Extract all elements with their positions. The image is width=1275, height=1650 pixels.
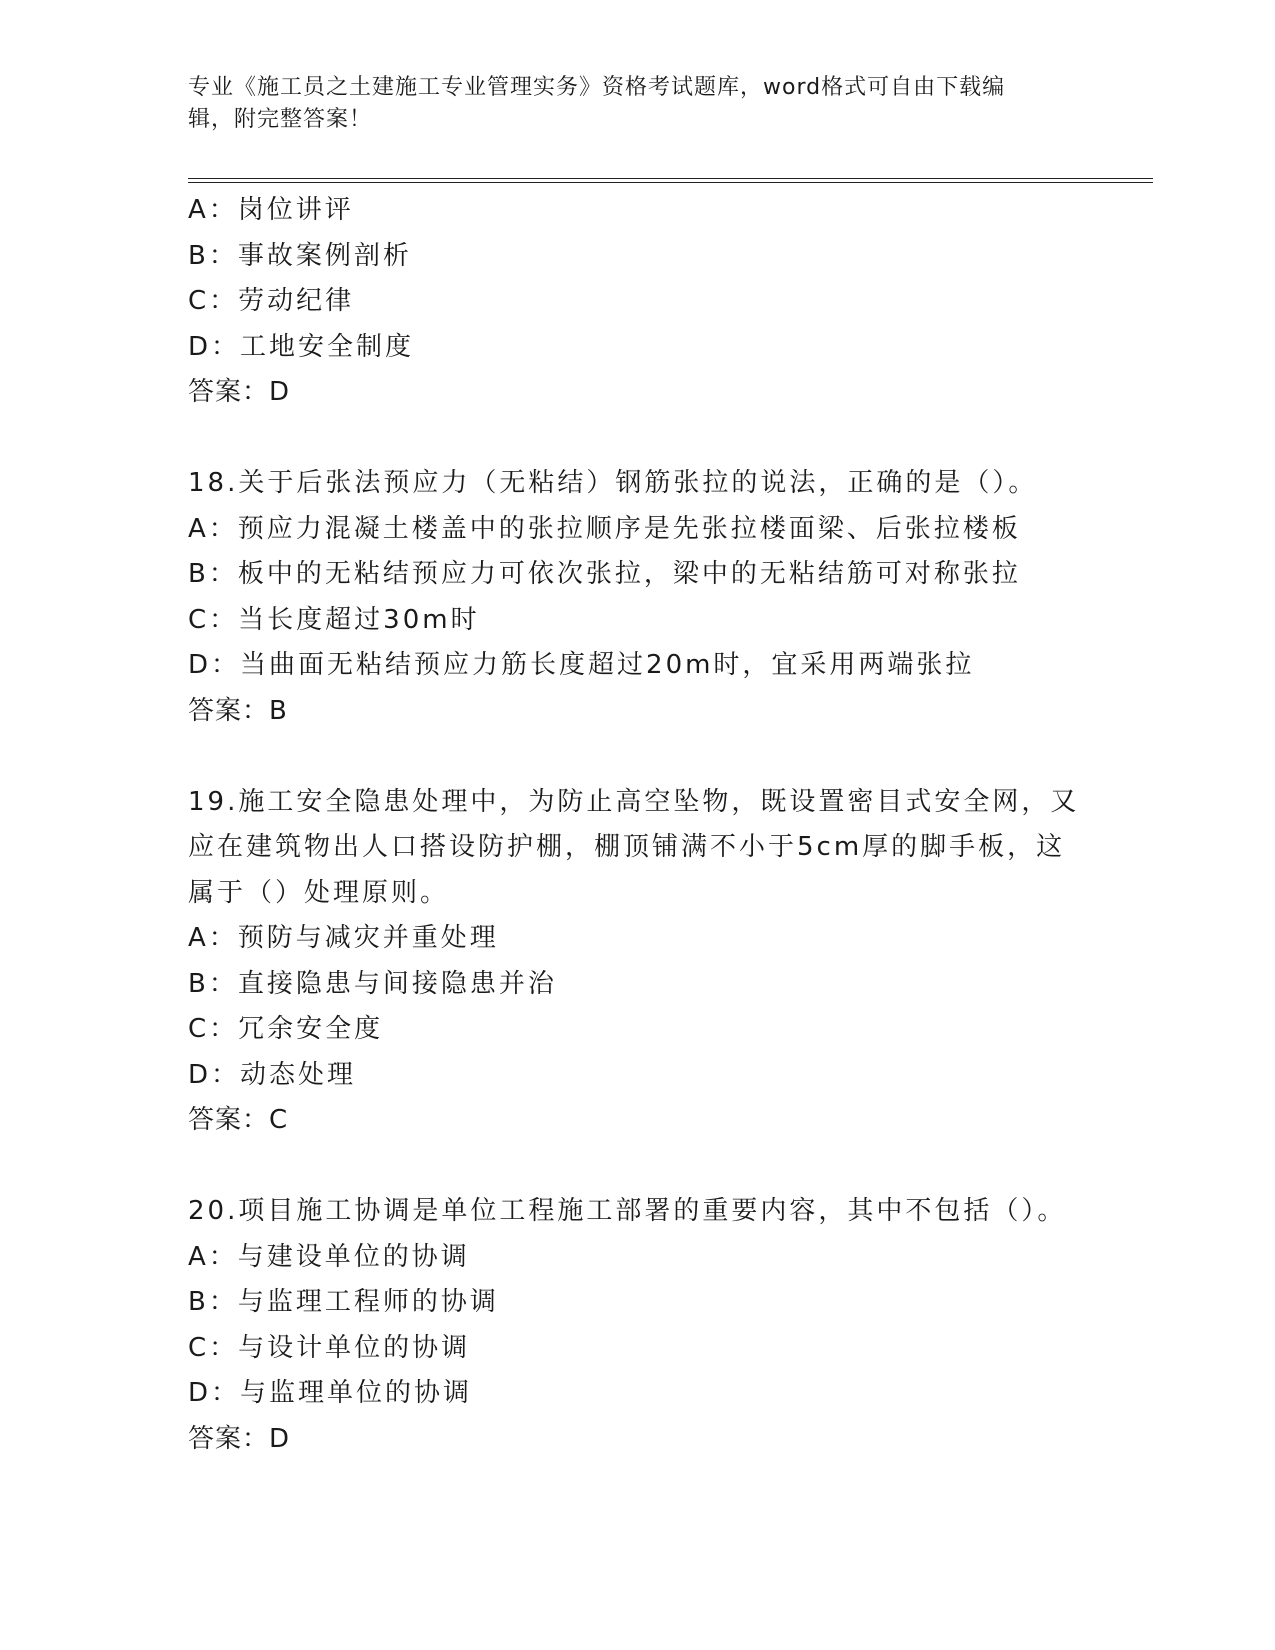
option-d: D：当曲面无粘结预应力筋长度超过20m时，宜采用两端张拉	[188, 650, 975, 680]
question-stem: 18.关于后张法预应力（无粘结）钢筋张拉的说法，正确的是（）。	[188, 468, 1038, 498]
answer: 答案：C	[188, 1105, 289, 1135]
header-line-1: 专业《施工员之土建施工专业管理实务》资格考试题库，word格式可自由下载编	[188, 75, 1006, 100]
question-list	[188, 188, 1088, 1462]
option-c: C：与设计单位的协调	[188, 1332, 471, 1363]
question-19	[188, 780, 1088, 1144]
question-18	[188, 461, 1088, 734]
option-c: C：当长度超过30m时	[188, 604, 480, 635]
answer: 答案：D	[188, 377, 291, 407]
spacer	[188, 734, 1088, 780]
question-stem-line-3: 属于（）处理原则。	[188, 877, 450, 908]
option-b: B：事故案例剖析	[188, 240, 412, 271]
option-d: D：动态处理	[188, 1059, 357, 1090]
question-17	[188, 188, 1088, 416]
option-d: D：工地安全制度	[188, 331, 415, 362]
question-20	[188, 1189, 1088, 1462]
option-a: A：与建设单位的协调	[188, 1241, 470, 1272]
question-stem-line-2: 应在建筑物出人口搭设防护棚，棚顶铺满不小于5cm厚的脚手板，这	[188, 832, 1066, 862]
header-divider-bottom	[188, 182, 1153, 183]
header-divider-top	[188, 178, 1153, 179]
spacer	[188, 1144, 1088, 1190]
option-d: D：与监理单位的协调	[188, 1378, 473, 1408]
option-b: B：与监理工程师的协调	[188, 1287, 499, 1317]
answer: 答案：B	[188, 695, 288, 726]
option-a: A：预应力混凝土楼盖中的张拉顺序是先张拉楼面梁、后张拉楼板	[188, 513, 1021, 544]
header-line-2: 辑，附完整答案！	[188, 107, 373, 132]
option-a: A：岗位讲评	[188, 195, 354, 225]
spacer	[188, 416, 1088, 462]
option-b: B：直接隐患与间接隐患并治	[188, 968, 557, 999]
document-header	[188, 72, 1068, 136]
question-stem-line-1: 19.施工安全隐患处理中，为防止高空坠物，既设置密目式安全网，又	[188, 786, 1080, 817]
question-stem: 20.项目施工协调是单位工程施工部署的重要内容，其中不包括（）。	[188, 1196, 1067, 1226]
option-a: A：预防与减灾并重处理	[188, 923, 499, 953]
option-b: B：板中的无粘结预应力可依次张拉，梁中的无粘结筋可对称张拉	[188, 559, 1021, 589]
option-c: C：冗余安全度	[188, 1014, 384, 1044]
answer: 答案：D	[188, 1423, 291, 1454]
option-c: C：劳动纪律	[188, 286, 355, 316]
